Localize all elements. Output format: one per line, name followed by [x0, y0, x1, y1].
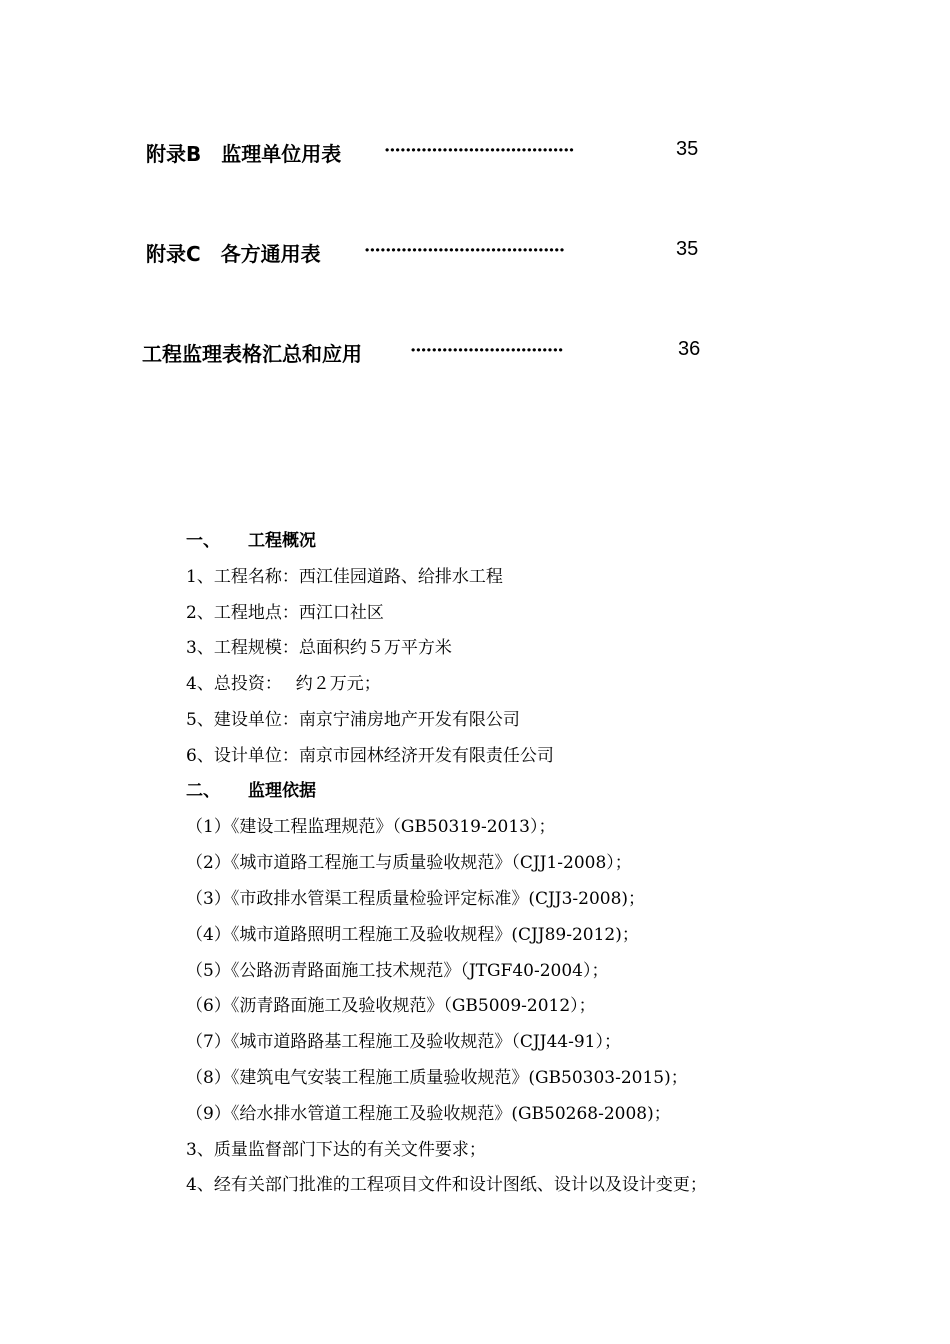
toc-title: 工程监理表格汇总和应用 [142, 342, 362, 366]
list-item: 3、工程规模：总面积约５万平方米 [186, 638, 452, 658]
section-title: 监理依据 [248, 781, 316, 801]
list-item: 6、设计单位：南京市园林经济开发有限责任公司 [186, 746, 554, 766]
list-item: （8）《建筑电气安装工程施工质量验收规范》(GB50303-2015)； [186, 1068, 688, 1088]
toc-entry-forms-summary[interactable] [0, 338, 950, 368]
toc-title: 附录C 各方通用表 [146, 242, 321, 266]
list-item: （6）《沥青路面施工及验收规范》（GB5009-2012）； [186, 996, 596, 1016]
section-number: 二、 [186, 781, 220, 801]
toc-page-number: 36 [678, 338, 701, 360]
list-item: （5）《公路沥青路面施工技术规范》（JTGF40-2004）； [186, 961, 609, 981]
toc-leader-dots: ···································· [384, 140, 574, 161]
list-item: 5、建设单位：南京宁浦房地产开发有限公司 [186, 710, 520, 730]
list-item: 4、经有关部门批准的工程项目文件和设计图纸、设计以及设计变更； [186, 1175, 707, 1195]
list-item: 3、质量监督部门下达的有关文件要求； [186, 1140, 486, 1160]
section-heading-overview [186, 530, 316, 552]
list-item: （2）《城市道路工程施工与质量验收规范》（CJJ1-2008）； [186, 853, 632, 873]
toc-entry-appendix-b[interactable] [0, 138, 950, 168]
toc-leader-dots: ······································ [364, 240, 565, 261]
list-item: 1、工程名称：西江佳园道路、给排水工程 [186, 567, 503, 587]
list-item: （9）《给水排水管道工程施工及验收规范》(GB50268-2008)； [186, 1104, 671, 1124]
list-item: （7）《城市道路路基工程施工及验收规范》（CJJ44-91）； [186, 1032, 621, 1052]
section-heading-basis [186, 780, 316, 802]
section-number: 一、 [186, 531, 220, 551]
list-item: （1）《建设工程监理规范》（GB50319-2013）； [186, 817, 556, 837]
list-item: （4）《城市道路照明工程施工及验收规程》(CJJ89-2012)； [186, 925, 639, 945]
toc-page-number: 35 [676, 138, 699, 160]
list-item: （3）《市政排水管渠工程质量检验评定标准》(CJJ3-2008)； [186, 889, 646, 909]
section-title: 工程概况 [248, 531, 316, 551]
toc-entry-appendix-c[interactable] [0, 238, 950, 268]
toc-title: 附录B 监理单位用表 [146, 142, 342, 166]
toc-page-number: 35 [676, 238, 699, 260]
list-item: 2、工程地点：西江口社区 [186, 603, 384, 623]
toc-leader-dots: ····························· [410, 340, 563, 361]
list-item: 4、总投资： 约２万元； [186, 674, 381, 694]
